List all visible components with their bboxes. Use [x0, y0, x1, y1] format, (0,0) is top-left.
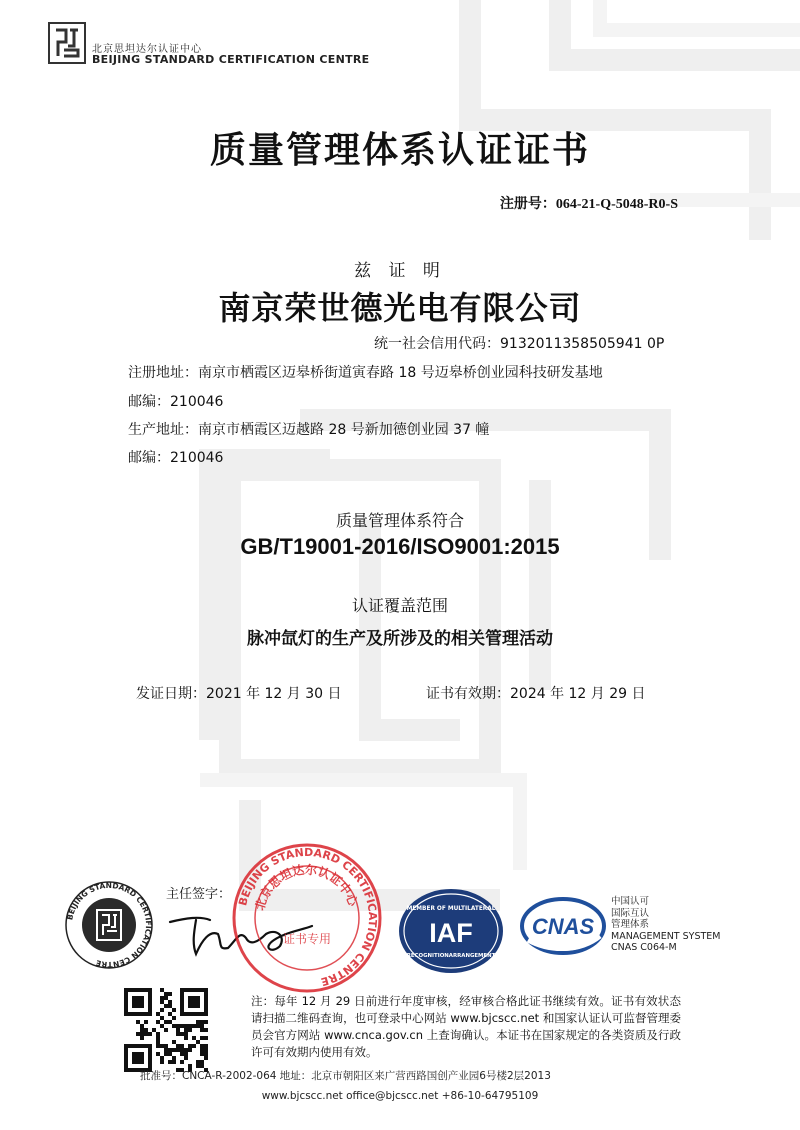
- verification-qr-code[interactable]: [124, 988, 208, 1072]
- round-bscc-logo: [64, 880, 154, 970]
- cnas-line-2: 国际互认: [611, 907, 650, 919]
- production-address: 生产地址：南京市栖霞区迈越路 28 号新加德创业园 37 幢: [128, 422, 490, 438]
- iaf-logo: [397, 886, 505, 976]
- seal-outer-text: BEIJING STANDARD CERTIFICATION CENTRE: [236, 845, 380, 989]
- cnas-logo-text: CNAS: [531, 914, 595, 939]
- signature-label: 主任签字：: [166, 887, 232, 902]
- approval-and-address: 批准号：CNCA-R-2002-064 地址：北京市朝阳区来广营西路国创产业园6号楼2层2013: [140, 1070, 551, 1082]
- contact-info: www.bjcscc.net office@bjcscc.net +86-10-64795109: [261, 1090, 539, 1102]
- conform-text: 质量管理体系符合: [335, 511, 464, 530]
- org-name-en: BEIJING STANDARD CERTIFICATION CENTRE: [92, 53, 370, 66]
- cnas-description: [611, 896, 721, 954]
- registered-address: 注册地址：南京市栖霞区迈皋桥街道寅春路 18 号迈皋桥创业园科技研发基地: [128, 365, 603, 381]
- scope-title: 认证覆盖范围: [351, 596, 448, 615]
- cnas-line-3: 管理体系: [611, 919, 650, 930]
- standard-name: GB/T19001-2016/ISO9001:2015: [240, 534, 560, 559]
- certify-text: 兹 证 明: [354, 261, 446, 281]
- round-logo-text: BEIJING STANDARD CERTIFICATION CENTRE: [65, 880, 154, 970]
- cnas-line-1: 中国认可: [611, 896, 650, 907]
- issue-date: 发证日期：2021 年 12 月 30 日: [136, 686, 342, 702]
- credit-code: 统一社会信用代码：9132011358505941 0P: [374, 336, 665, 352]
- production-postcode: 邮编：210046: [128, 450, 224, 466]
- certification-scope: 脉冲氙灯的生产及所涉及的相关管理活动: [247, 629, 553, 649]
- registration-number: 注册号：064-21-Q-5048-R0-S: [499, 197, 678, 212]
- cnas-line-5: CNAS C064-M: [611, 942, 677, 953]
- certificate-title: 质量管理体系认证证书: [209, 129, 590, 171]
- seal-inner-text: 北京思坦达尔认证中心: [252, 862, 361, 912]
- validity-note: 注：每年 12 月 29 日前进行年度审核，经审核合格此证书继续有效。证书有效状态请扫描二维码查询，也可登录中心网站 www.bjcscc.net 和国家认证认可监督管理委员会官方网站 www.cnca.gov.cn 上查询确认。本证书在国家规定的各类资质及行政许可有效期内使用有效。: [251, 994, 681, 1059]
- company-name: 南京荣世德光电有限公司: [218, 289, 582, 327]
- iaf-top-text: MEMBER OF MULTILATERAL: [406, 906, 496, 912]
- iaf-bottom-text: RECOGNITIONARRANGEMENT: [406, 953, 496, 959]
- red-certification-seal: [232, 843, 382, 993]
- expiry-date: 证书有效期：2024 年 12 月 29 日: [426, 686, 646, 702]
- registered-postcode: 邮编：210046: [128, 394, 224, 410]
- org-name-cn: 北京思坦达尔认证中心: [92, 44, 202, 55]
- iaf-center-text: IAF: [429, 918, 473, 948]
- cnas-logo: [520, 896, 606, 956]
- seal-center-text: 证书专用: [282, 932, 332, 946]
- cnas-line-4: MANAGEMENT SYSTEM: [611, 930, 721, 942]
- bscc-logo-icon: [48, 22, 86, 64]
